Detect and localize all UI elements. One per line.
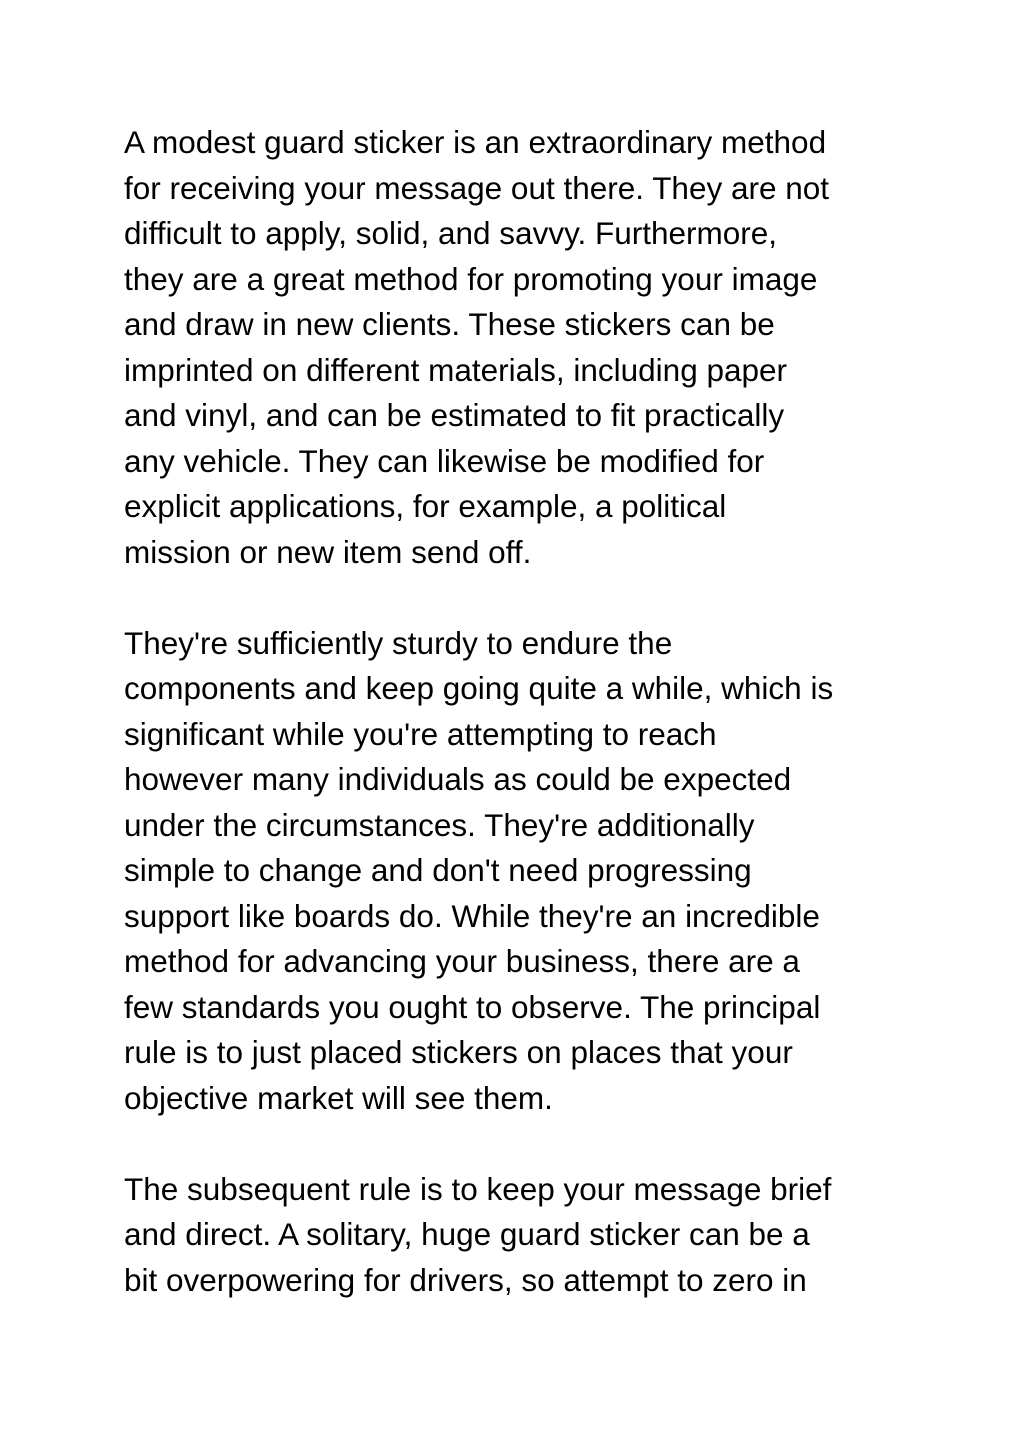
- text-line: explicit applications, for example, a political: [124, 488, 727, 524]
- text-line: bit overpowering for drivers, so attempt to zero in: [124, 1261, 807, 1298]
- text-line: for receiving your message out there. They are not: [124, 169, 830, 206]
- text-line: under the circumstances. They're additionally: [124, 806, 755, 843]
- text-line: and vinyl, and can be estimated to fit practically: [124, 397, 785, 433]
- text-line: objective market will see them.: [124, 1079, 553, 1116]
- text-line: A modest guard sticker is an extraordinary method: [124, 124, 827, 160]
- text-line: and draw in new clients. These stickers can be: [124, 306, 775, 342]
- paragraph-2: [124, 621, 924, 1122]
- text-line: few standards you ought to observe. The principal: [124, 988, 821, 1025]
- paragraph-3: [124, 1167, 924, 1304]
- text-line: any vehicle. They can likewise be modified for: [124, 442, 765, 479]
- text-line: and direct. A solitary, huge guard sticker can be a: [124, 1216, 810, 1252]
- text-line: difficult to apply, solid, and savvy. Furthermore,: [124, 215, 778, 251]
- text-line: The subsequent rule is to keep your message brief: [124, 1170, 832, 1207]
- text-line: they are a great method for promoting your image: [124, 260, 818, 297]
- text-line: They're sufficiently sturdy to endure the: [124, 624, 673, 661]
- paragraph-1: [124, 120, 924, 575]
- text-line: simple to change and don't need progressing: [124, 852, 752, 888]
- text-line: support like boards do. While they're an incredible: [124, 897, 820, 934]
- text-line: components and keep going quite a while, which is: [124, 670, 834, 706]
- text-line: however many individuals as could be expected: [124, 761, 792, 797]
- text-line: significant while you're attempting to reach: [124, 715, 717, 752]
- text-line: mission or new item send off.: [124, 533, 532, 570]
- text-line: rule is to just placed stickers on places that your: [124, 1034, 793, 1070]
- text-line: imprinted on different materials, including paper: [124, 351, 788, 388]
- document-body: [124, 120, 924, 1349]
- text-line: method for advancing your business, there are a: [124, 943, 800, 979]
